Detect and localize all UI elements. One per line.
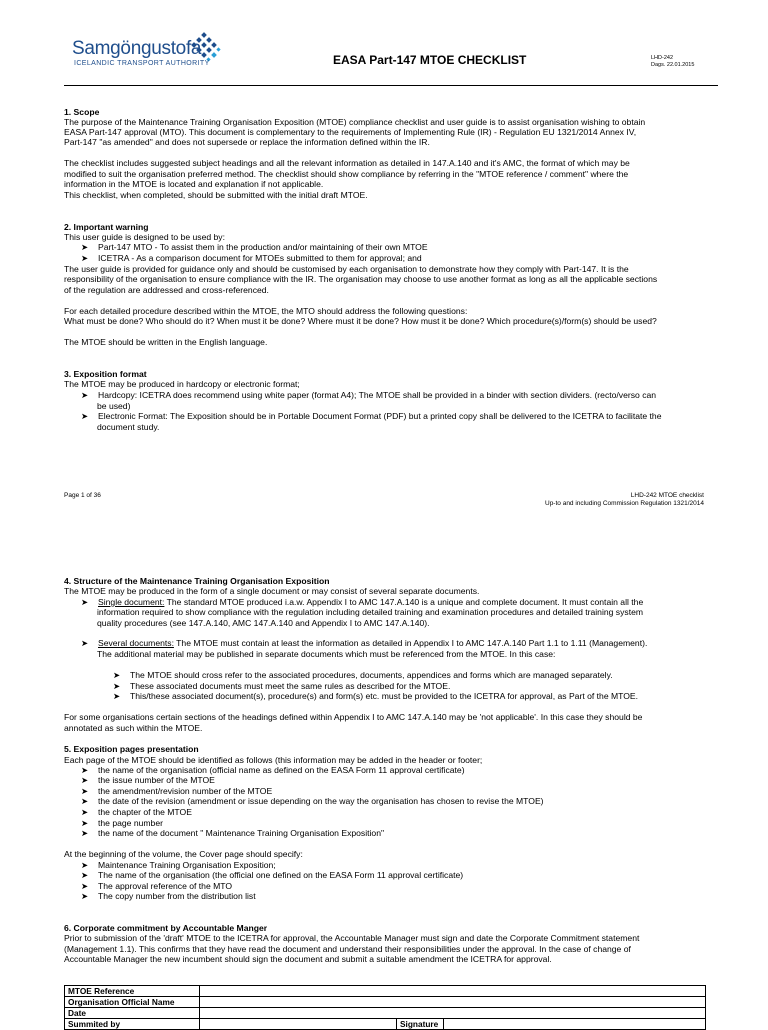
table-field[interactable] xyxy=(200,1019,397,1030)
arrow-bullet-icon: ➤ xyxy=(81,390,89,400)
document-code xyxy=(651,55,694,68)
footer-line: Up-to and including Commission Regulation 1321/2014 xyxy=(545,500,704,507)
header-rule xyxy=(64,85,718,86)
arrow-bullet-icon: ➤ xyxy=(113,681,121,691)
logo-name: Samgöngustofa xyxy=(72,38,202,59)
arrow-bullet-icon: ➤ xyxy=(81,870,89,880)
section-4-line: For some organisations certain sections of the headings defined within Appendix I to AMC 147.A.140 may be 'not applicable'. In this case they should be xyxy=(64,712,643,722)
table-field[interactable] xyxy=(200,997,706,1008)
arrow-bullet-icon: ➤ xyxy=(81,253,89,263)
table-label: MTOE Reference xyxy=(65,986,200,997)
doc-code-number: LHD-242 xyxy=(651,55,674,61)
section-1-heading: 1. Scope xyxy=(64,107,100,117)
section-5-cover-intro: At the beginning of the volume, the Cover page should specify: xyxy=(64,849,303,859)
section-1-line: information in the MTOE is located and explanation if not applicable. xyxy=(64,179,324,189)
arrow-bullet-icon: ➤ xyxy=(113,691,121,701)
section-4-intro: The MTOE may be produced in the form of a single document or may consist of several separate documents. xyxy=(64,586,480,596)
arrow-bullet-icon: ➤ xyxy=(81,597,89,607)
table-field[interactable] xyxy=(200,986,706,997)
arrow-bullet-icon: ➤ xyxy=(113,670,121,680)
section-2-line: What must be done? Who should do it? When must it be done? Where must it be done? How must it be done? Which procedure(s)/form(s) should be used? xyxy=(64,316,657,326)
section-6-line: Accountable Manager the new incumbent should sign the document and submit a suitable amendment the ICETRA for approval. xyxy=(64,954,552,964)
section-6-heading: 6. Corporate commitment by Accountable Manger xyxy=(64,923,268,933)
section-5-intro: Each page of the MTOE should be identified as follows (this information may be added in the header or footer; xyxy=(64,755,483,765)
section-1-line: Part-147 "as amended" and does not supersede or replace the information defined within the IR. xyxy=(64,137,430,147)
mtoe-reference-table xyxy=(64,985,706,1030)
footer-line: LHD-242 MTOE checklist xyxy=(630,492,704,499)
list-item-continuation: document study. xyxy=(97,422,160,432)
section-1-line: modified to suit the organisation preferred method. The checklist should show compliance by referring in the "MTOE reference / comment" where the xyxy=(64,169,629,179)
section-4-heading: 4. Structure of the Maintenance Training Organisation Exposition xyxy=(64,576,330,586)
section-1-line: The purpose of the Maintenance Training Organisation Exposition (MTOE) compliance checklist and user guide is to assist organisation wishing to obtain xyxy=(64,117,646,127)
section-1-line: The checklist includes suggested subject headings and all the relevant information as detailed in 147.A.140 and it's AMC, the format of which may be xyxy=(64,158,630,168)
list-item-continuation: be used) xyxy=(97,401,131,411)
arrow-bullet-icon: ➤ xyxy=(81,775,89,785)
section-3-intro: The MTOE may be produced in hardcopy or electronic format; xyxy=(64,379,300,389)
section-2-line: The user guide is provided for guidance only and should be customised by each organisation to demonstrate how they comply with Part-147. It is the xyxy=(64,264,629,274)
table-row xyxy=(65,1019,706,1030)
page-number: Page 1 of 36 xyxy=(64,492,101,499)
section-6-line: (Management 1.1). This confirms that they have read the document and understand their responsibilities under the approval. In the case of change of xyxy=(64,944,631,954)
table-label: Date xyxy=(65,1008,200,1019)
section-5-heading: 5. Exposition pages presentation xyxy=(64,744,199,754)
table-label: Organisation Official Name xyxy=(65,997,200,1008)
arrow-bullet-icon: ➤ xyxy=(81,796,89,806)
list-item-continuation: quality procedures (see 147.A.140, AMC 147.A.140 and Appendix I to AMC 147.A.140). xyxy=(97,618,430,628)
arrow-bullet-icon: ➤ xyxy=(81,638,89,648)
table-row xyxy=(65,986,706,997)
arrow-bullet-icon: ➤ xyxy=(81,786,89,796)
section-2-line: For each detailed procedure described within the MTOE, the MTO should address the following questions: xyxy=(64,306,468,316)
section-4-line: annotated as such within the MTOE. xyxy=(64,723,203,733)
section-2-heading: 2. Important warning xyxy=(64,222,149,232)
list-item-continuation: The additional material may be published in separate documents which must be referenced from the MTOE. In this case: xyxy=(97,649,556,659)
document-title: EASA Part-147 MTOE CHECKLIST xyxy=(333,53,527,67)
section-2-line: The MTOE should be written in the English language. xyxy=(64,337,268,347)
arrow-bullet-icon: ➤ xyxy=(81,807,89,817)
section-2-line: of the regulation are addressed and cross-referenced. xyxy=(64,285,269,295)
table-row xyxy=(65,1008,706,1019)
table-label: Summited by xyxy=(65,1019,200,1030)
list-item-continuation: information required to show compliance with the regulation including detailed training and examination procedures and detailed training system xyxy=(97,607,644,617)
doc-code-date: Dags. 22.01.2015 xyxy=(651,61,695,68)
section-1-line: EASA Part-147 approval (MTO). This document is complementary to the requirements of Implementing Rule (IR) - Regulation EU 1321/2014 Annex IV, xyxy=(64,127,637,137)
footer-reference xyxy=(545,492,704,508)
arrow-bullet-icon: ➤ xyxy=(81,242,89,252)
arrow-bullet-icon: ➤ xyxy=(81,765,89,775)
signature-field[interactable] xyxy=(444,1019,706,1030)
table-label: Signature xyxy=(397,1019,444,1030)
arrow-bullet-icon: ➤ xyxy=(81,411,89,421)
section-2-line: responsibility of the organisation to ensure compliance with the IR. The organisation may choose to use another format as long as all the applicable sections xyxy=(64,274,658,284)
arrow-bullet-icon: ➤ xyxy=(81,828,89,838)
logo-subtitle: ICELANDIC TRANSPORT AUTHORITY xyxy=(74,60,210,67)
arrow-bullet-icon: ➤ xyxy=(81,818,89,828)
section-6-line: Prior to submission of the 'draft' MTOE to the ICETRA for approval, the Accountable Manager must sign and date the Corporate Commitment statement xyxy=(64,933,640,943)
arrow-bullet-icon: ➤ xyxy=(81,881,89,891)
section-1-line: This checklist, when completed, should be submitted with the initial draft MTOE. xyxy=(64,190,368,200)
arrow-bullet-icon: ➤ xyxy=(81,860,89,870)
section-2-intro: This user guide is designed to be used by: xyxy=(64,232,225,242)
arrow-bullet-icon: ➤ xyxy=(81,891,89,901)
section-3-heading: 3. Exposition format xyxy=(64,369,147,379)
table-row xyxy=(65,997,706,1008)
table-field[interactable] xyxy=(200,1008,706,1019)
